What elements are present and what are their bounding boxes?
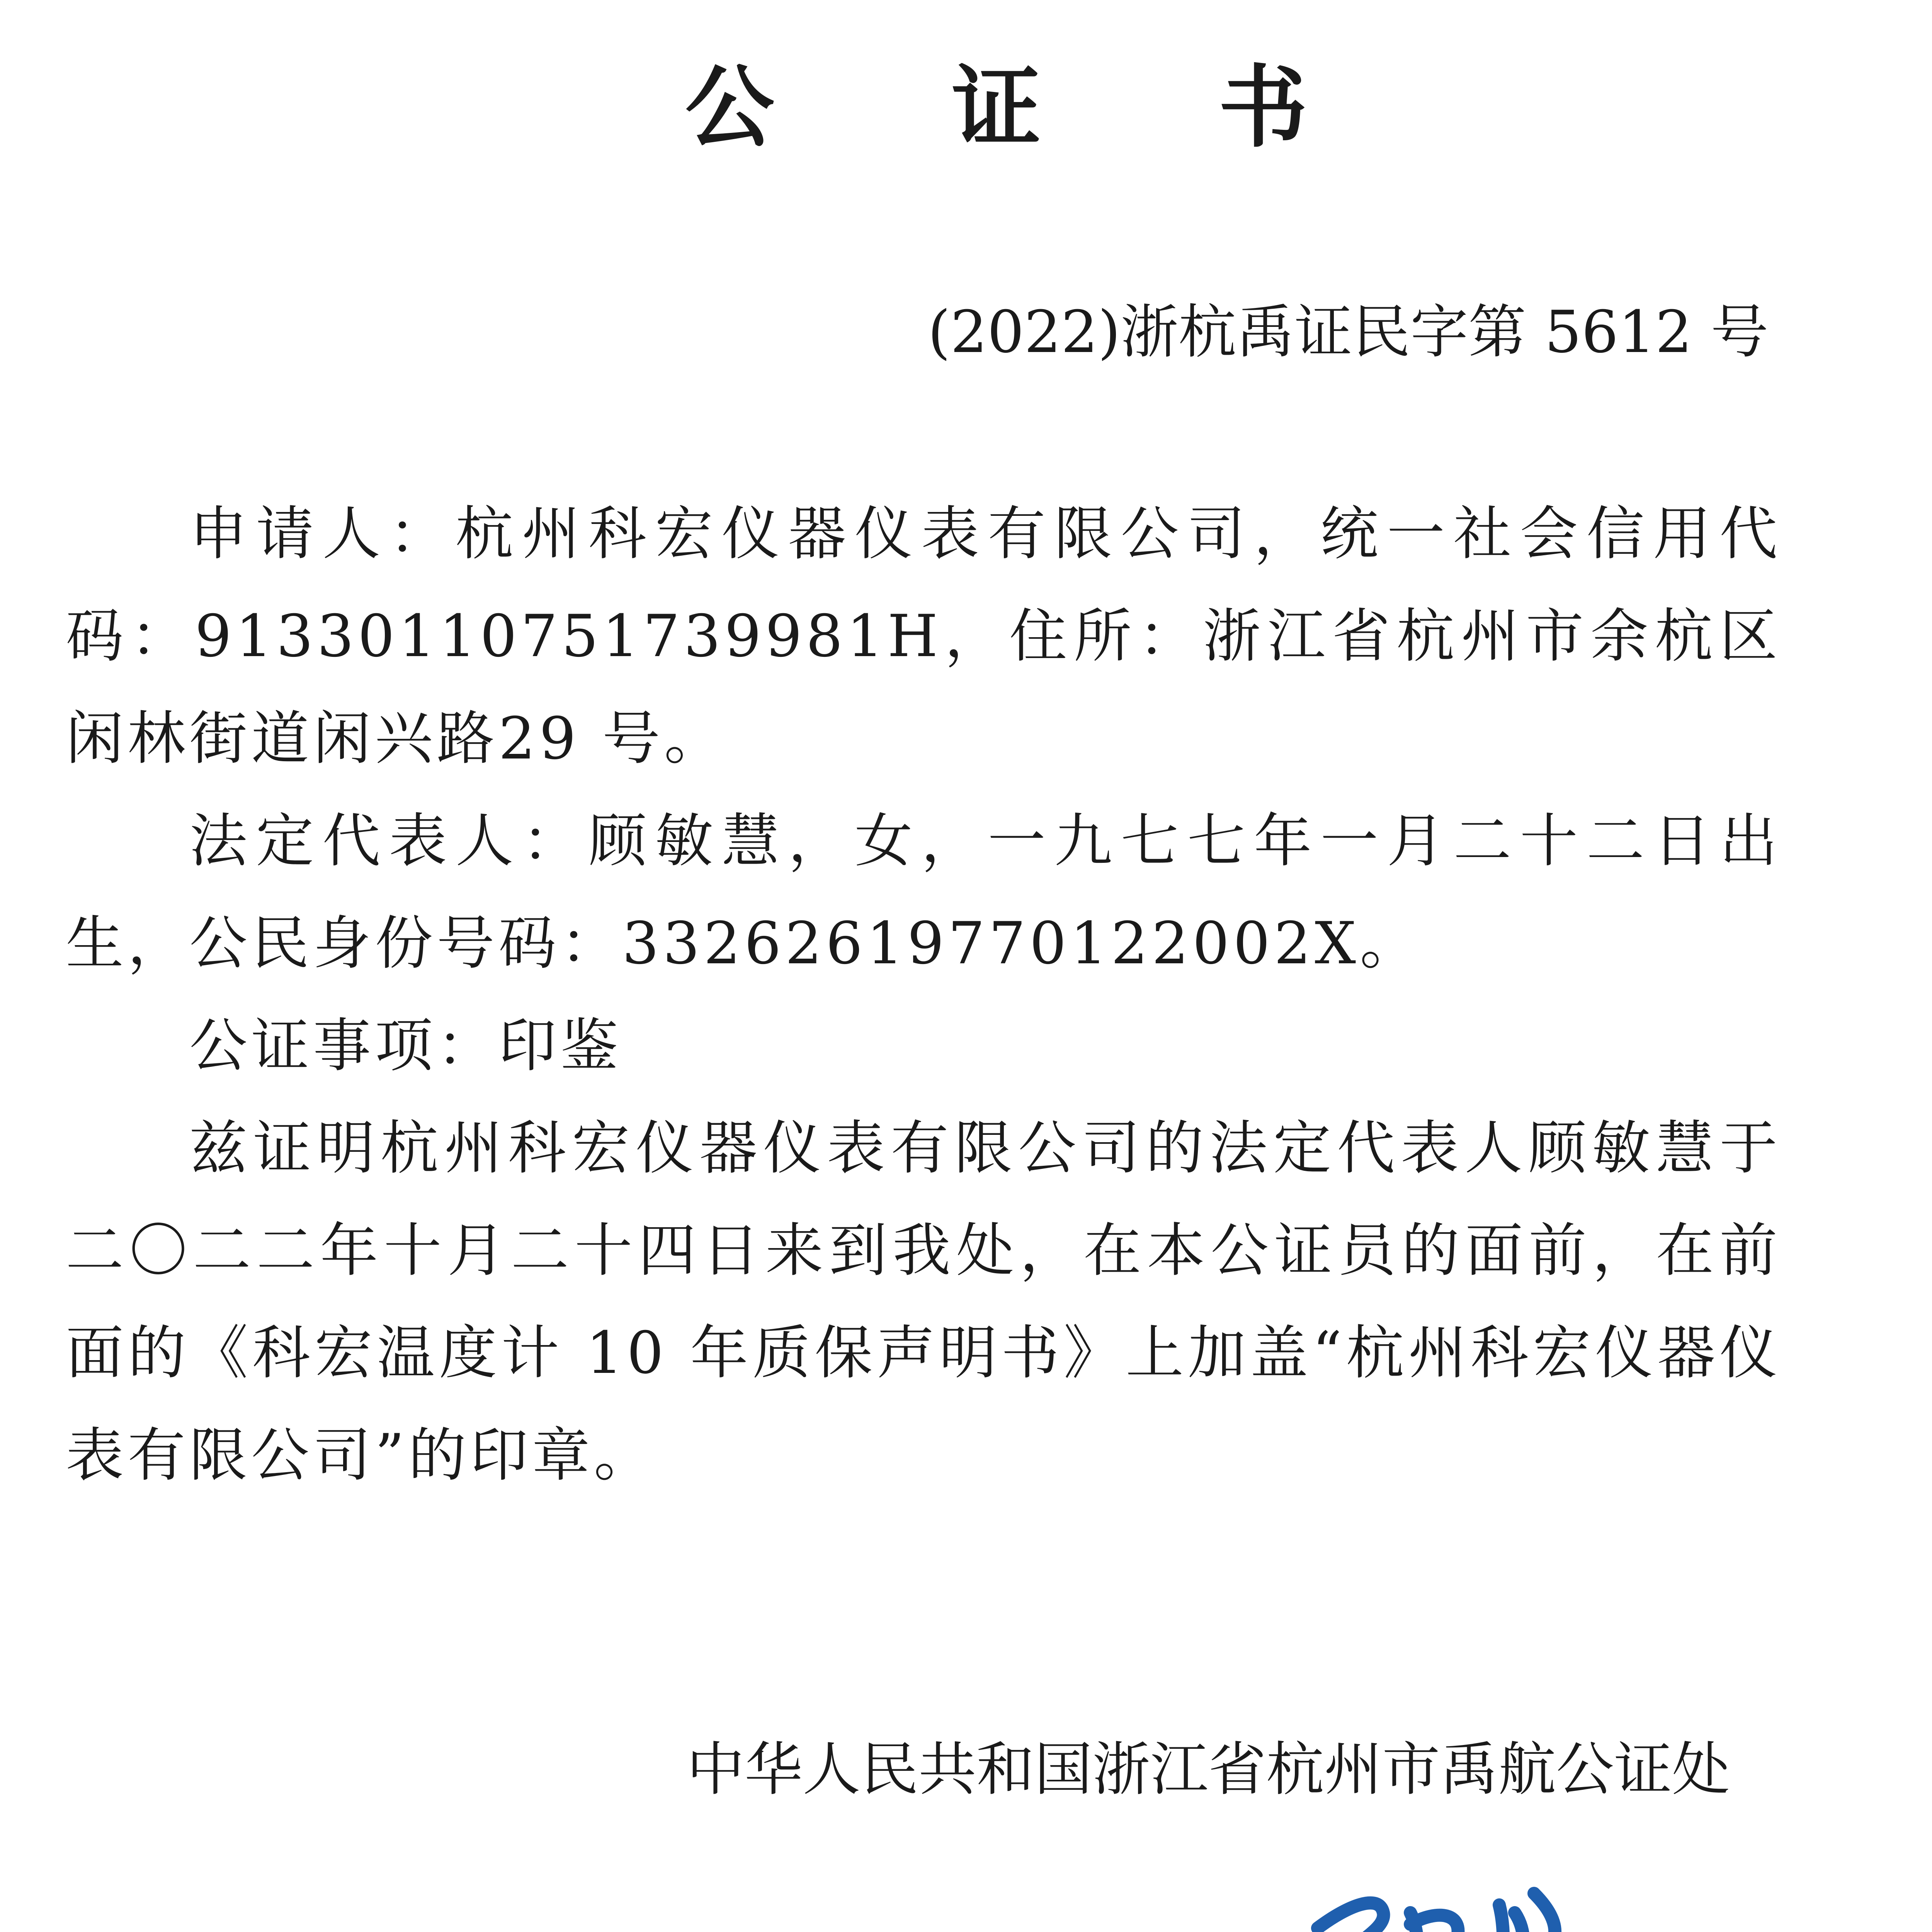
document-title: 公 证 书 xyxy=(685,56,1381,160)
applicant-paragraph: 申请人：杭州科宏仪器仪表有限公司，统一社会信用代码：91330110751739981H，住所：浙江省杭州市余杭区闲林街道闲兴路29 号。 xyxy=(66,500,1781,772)
legal-representative-paragraph: 法定代表人：顾敏慧，女，一九七七年一月二十二日出生，公民身份号码：33262619770122002X。 xyxy=(66,808,1781,977)
issuing-office: 中华人民共和国浙江省杭州市禹航公证处 xyxy=(686,1736,1730,1803)
document-number: (2022)浙杭禹证民字第 5612 号 xyxy=(928,299,1769,366)
notary-signature xyxy=(1283,1847,1650,1932)
document-body xyxy=(66,483,1781,1507)
certification-paragraph: 兹证明杭州科宏仪器仪表有限公司的法定代表人顾敏慧于二〇二二年十月二十四日来到我处，在本公证员的面前，在前面的《科宏温度计 10 年质保声明书》上加盖“杭州科宏仪器仪表有限公司”的印章。 xyxy=(66,1115,1781,1489)
notarial-matter-paragraph: 公证事项：印鉴 xyxy=(189,1012,622,1080)
